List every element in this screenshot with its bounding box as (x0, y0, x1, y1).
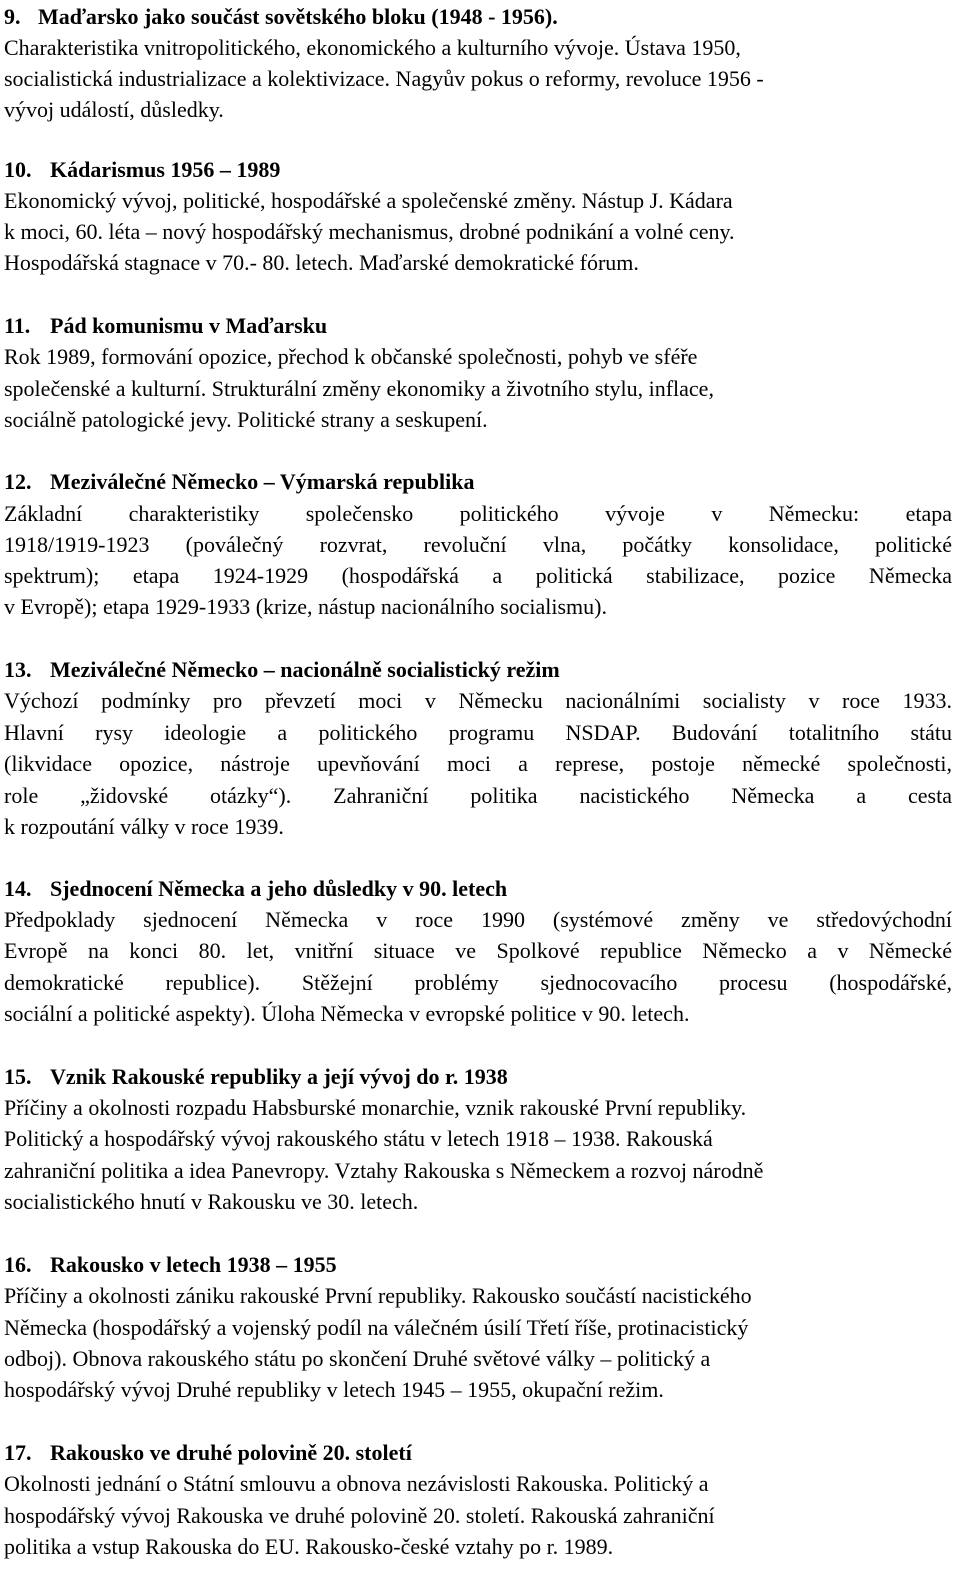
section-text-line: Rok 1989, formování opozice, přechod k občanské společnosti, pohyb ve sféře (4, 344, 698, 369)
section-text-line: Ekonomický vývoj, politické, hospodářské a společenské změny. Nástup J. Kádara (4, 188, 733, 213)
section-number: 13. (4, 657, 32, 682)
section-title: Vznik Rakouské republiky a její vývoj do r. 1938 (50, 1064, 508, 1089)
section-text-line: vývoj událostí, důsledky. (4, 97, 224, 122)
section-text-line: Příčiny a okolnosti zániku rakouské První republiky. Rakousko součástí nacistického (4, 1283, 752, 1308)
section-title: Rakousko ve druhé polovině 20. století (50, 1440, 412, 1465)
section-text-line: zahraniční politika a idea Panevropy. Vztahy Rakouska s Německem a rozvoj národně (4, 1158, 764, 1183)
section-heading (4, 1440, 412, 1466)
section-text-line: politika a vstup Rakouska do EU. Rakousko-české vztahy po r. 1989. (4, 1534, 614, 1559)
section-text-line: socialistického hnutí v Rakousku ve 30. letech. (4, 1189, 419, 1214)
section-text-line: Německa (hospodářský a vojenský podíl na válečném úsilí Třetí říše, protinacistický (4, 1315, 749, 1340)
section-number: 11. (4, 313, 31, 338)
section-text-line: společenské a kulturní. Strukturální změny ekonomiky a životního stylu, inflace, (4, 376, 714, 401)
section-heading (4, 469, 474, 495)
section-number: 9. (4, 4, 21, 29)
section-title: Kádarismus 1956 – 1989 (50, 157, 281, 182)
section-title: Pád komunismu v Maďarsku (50, 313, 328, 338)
section-text-line: Evropě na konci 80. let, vnitřní situace ve Spolkové republice Německo a v Německé (4, 938, 952, 963)
section-text-line: hospodářský vývoj Rakouska ve druhé polovině 20. století. Rakouská zahraniční (4, 1503, 715, 1528)
section-heading (4, 4, 558, 30)
section-heading (4, 1064, 508, 1090)
section-text-line: k moci, 60. léta – nový hospodářský mechanismus, drobné podnikání a volné ceny. (4, 219, 735, 244)
section-title: Maďarsko jako součást sovětského bloku (1948 - 1956). (38, 4, 558, 29)
section-text-line: k rozpoutání války v roce 1939. (4, 814, 284, 839)
section-title: Meziválečné Německo – Výmarská republika (50, 469, 475, 494)
section-text-line: socialistická industrializace a kolektivizace. Nagyův pokus o reformy, revoluce 1956 - (4, 66, 764, 91)
section-number: 16. (4, 1252, 32, 1277)
section-text-line: demokratické republice). Stěžejní problémy sjednocovacího procesu (hospodářské, (4, 970, 952, 995)
section-text-line: odboj). Obnova rakouského státu po skončení Druhé světové války – politický a (4, 1346, 711, 1371)
section-heading (4, 1252, 337, 1278)
section-title: Rakousko v letech 1938 – 1955 (50, 1252, 337, 1277)
section-heading (4, 876, 507, 902)
section-text-line: Předpoklady sjednocení Německa v roce 1990 (systémové změny ve středovýchodní (4, 907, 952, 932)
section-title: Sjednocení Německa a jeho důsledky v 90. letech (50, 876, 508, 901)
section-text-line: Politický a hospodářský vývoj rakouského státu v letech 1918 – 1938. Rakouská (4, 1126, 713, 1151)
section-text-line: sociálně patologické jevy. Politické strany a seskupení. (4, 407, 488, 432)
section-heading (4, 313, 327, 339)
section-text-line: Hospodářská stagnace v 70.- 80. letech. Maďarské demokratické fórum. (4, 250, 639, 275)
section-text-line: hospodářský vývoj Druhé republiky v letech 1945 – 1955, okupační režim. (4, 1377, 664, 1402)
section-text-line: v Evropě); etapa 1929-1933 (krize, nástup nacionálního socialismu). (4, 594, 607, 619)
section-text-line: (likvidace opozice, nástroje upevňování moci a represe, postoje německé společnosti, (4, 751, 952, 776)
section-number: 10. (4, 157, 32, 182)
section-text-line: Výchozí podmínky pro převzetí moci v Německu nacionálními socialisty v roce 1933. (4, 688, 952, 713)
section-text-line: sociální a politické aspekty). Úloha Německa v evropské politice v 90. letech. (4, 1001, 690, 1026)
section-heading (4, 657, 560, 683)
section-text-line: Hlavní rysy ideologie a politického programu NSDAP. Budování totalitního státu (4, 720, 952, 745)
section-number: 14. (4, 876, 32, 901)
section-text-line: Okolnosti jednání o Státní smlouvu a obnova nezávislosti Rakouska. Politický a (4, 1471, 709, 1496)
section-text-line: 1918/1919-1923 (poválečný rozvrat, revoluční vlna, počátky konsolidace, politické (4, 532, 952, 557)
section-text-line: spektrum); etapa 1924-1929 (hospodářská a politická stabilizace, pozice Německa (4, 563, 952, 588)
section-number: 15. (4, 1064, 32, 1089)
section-title: Meziválečné Německo – nacionálně socialistický režim (50, 657, 560, 682)
section-text-line: Základní charakteristiky společensko politického vývoje v Německu: etapa (4, 501, 952, 526)
section-number: 17. (4, 1440, 32, 1465)
section-text-line: Charakteristika vnitropolitického, ekonomického a kulturního vývoje. Ústava 1950, (4, 35, 741, 60)
section-heading (4, 157, 280, 183)
section-text-line: role „židovské otázky“). Zahraniční politika nacistického Německa a cesta (4, 783, 952, 808)
section-text-line: Příčiny a okolnosti rozpadu Habsburské monarchie, vznik rakouské První republiky. (4, 1095, 747, 1120)
section-number: 12. (4, 469, 32, 494)
